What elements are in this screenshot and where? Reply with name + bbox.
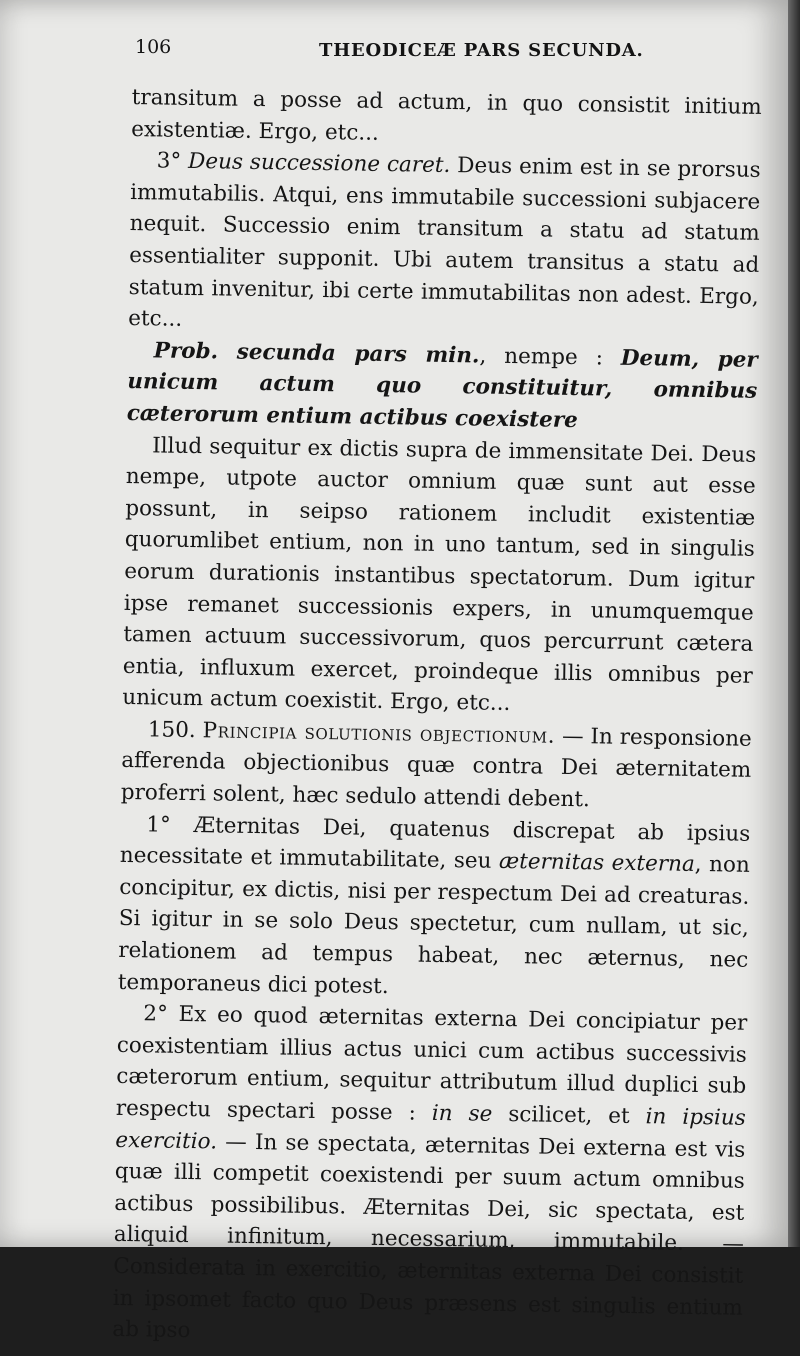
point-number: 2° <box>143 1001 179 1028</box>
page-header <box>135 30 745 70</box>
paragraph-point-1 <box>118 809 751 1008</box>
point-text-b: scilicet, et <box>492 1101 646 1130</box>
paragraph-continuation: transitum a posse ad actum, in quo consistit initium existentiæ. Ergo, etc... <box>131 84 762 146</box>
section-number: 150. <box>147 717 203 744</box>
paragraph-point-2 <box>112 998 747 1355</box>
point-text-a: Æternitas Dei, quatenus discrepat ab ipsius necessitate et immutabilitate, seu <box>119 812 751 875</box>
page-body <box>112 82 762 1355</box>
probatio-thesis: Deum, per unicum actum quo constituitur, omnibus cæterorum entium actibus coexistere <box>126 345 758 433</box>
section-text: — In responsione afferenda objectionibus quæ contra Dei æternitatem proferri solent, hæc sedulo attendi debent. <box>120 723 752 813</box>
point-number: 3° <box>156 148 189 175</box>
point-term: æternitas externa <box>498 849 695 878</box>
book-gutter-edge <box>788 0 800 1247</box>
point-text: Deus enim est in se prorsus immutabilis. Atqui, ens immutabile successioni subjacere nequit. Successio enim transitum a statu ad statum essentialiter supponit. Ubi autem transitus a statu ad statum invenitur, ibi certe immutabilitas non adest. Ergo, etc... <box>128 153 761 332</box>
point-text-a: Ex eo quod æternitas externa Dei concipiatur per coexistentiam illius actus unici cum actibus successivis cæterorum entium, sequitur attributum illud duplici sub respectu spectari posse : <box>115 1002 748 1126</box>
paragraph-point-3 <box>128 145 761 344</box>
running-title: THEODICEÆ PARS SECUNDA. <box>319 40 644 61</box>
paragraph-argument: Illud sequitur ex dictis supra de immensitate Dei. Deus nempe, utpote auctor omnium quæ sunt aut esse possunt, in seipso rationem includit existentiæ quorumlibet entium, non in uno tantum, sed in singulis eorum durationis instantibus spectatorum. Dum igitur ipse remanet successionis expers, in unumquemque tamen actuum successivorum, quos percurrunt cætera entia, influxum exercet, proindeque illis omnibus per unicum actum coexistit. Ergo, etc... <box>122 432 757 717</box>
probatio-lead: Prob. secunda pars min. <box>153 338 480 369</box>
paragraph-section-150 <box>121 714 752 819</box>
page-number: 106 <box>135 36 172 58</box>
point-number: 1° <box>146 811 194 838</box>
point-lead: Deus successione caret. <box>187 149 451 179</box>
probatio-mid: , nempe : <box>479 343 622 371</box>
point-term-1: in se <box>431 1100 493 1127</box>
point-text-c: — In se spectata, æternitas Dei externa est vis quæ illi competit coexistendi per suum actum omnibus actibus possibilibus. Æternitas Dei, sic spectata, est aliquid infinitum, necessarium, immutabile. — Considerata in exercitio, æternitas externa Dei consistit in ipsomet facto quo Deus præsens est singulis entium ab ipso <box>112 1129 746 1344</box>
paragraph-probatio <box>127 335 758 440</box>
point-text-b: , non concipitur, ex dictis, nisi per respectum Dei ad creaturas. Si igitur in se solo Deus spectetur, cum nullam, ut sic, relationem ad tempus habeat, nec æternus, nec temporaneus dici potest. <box>117 852 750 999</box>
point-term-2: in ipsius exercitio. <box>115 1104 746 1155</box>
section-heading: Principia solutionis objectionum. <box>202 718 556 749</box>
